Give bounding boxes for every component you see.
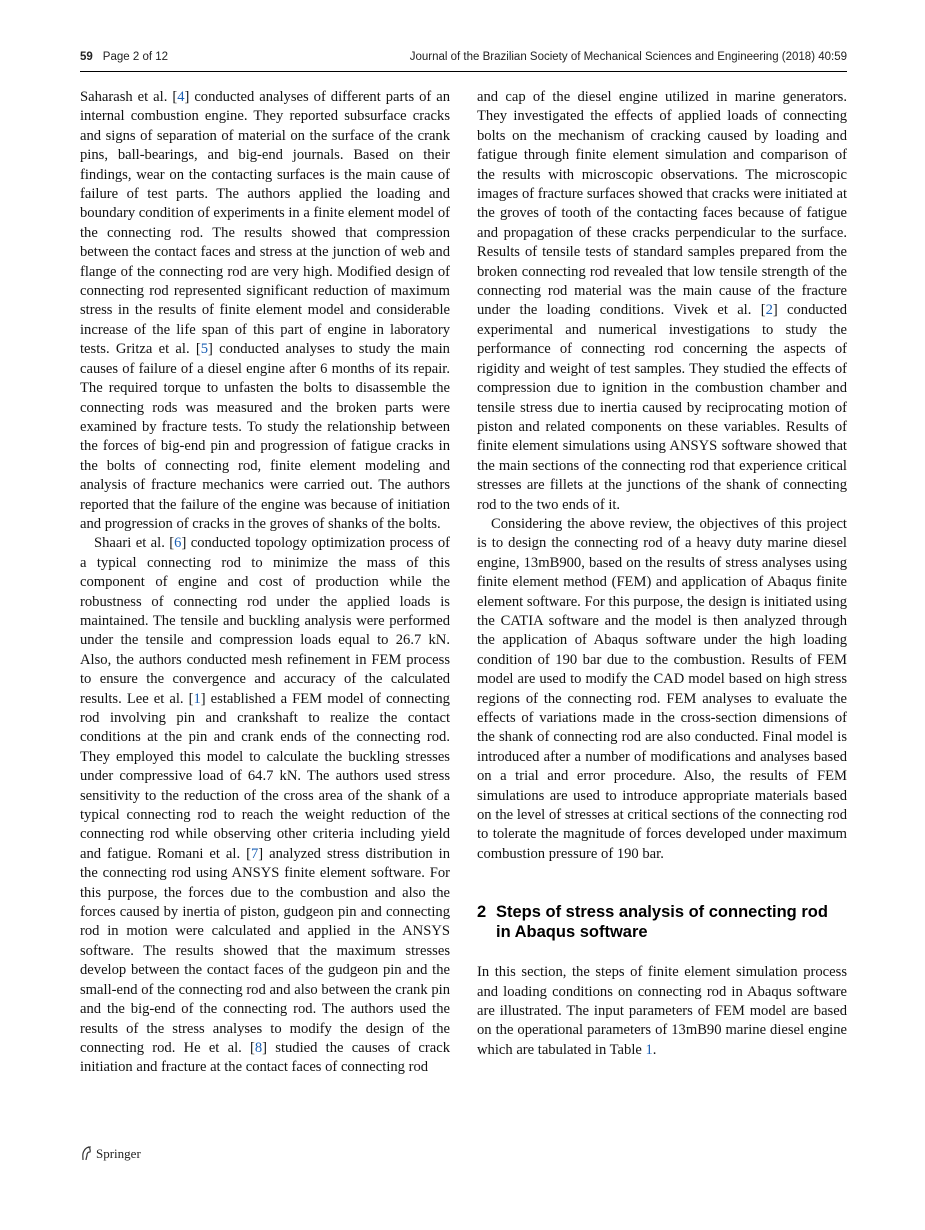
text-run: and cap of the diesel engine utilized in marine generators. They investigated the effects of applied loads of connecting bolts on the mechanism of cracking caused by loading and fatigue through finite element simulation and comparison of the results with microscopic observations. The microscopic images of fracture surfaces showed that cracks were initiated at the groves of tooth of the contacting faces because of fatigue and propagation of these cracks perpendicular to the surface. Results of tensile tests of standard samples prepared from the broken connecting rod revealed that low tensile strength of the connecting rod material was the main cause of the fracture under the loading conditions. Vivek et al. [ (477, 89, 847, 319)
header-left (80, 51, 168, 63)
citation-link[interactable]: 8 (254, 1039, 263, 1056)
text-run: ] established a FEM model of connecting rod involving pin and crankshaft to realize the contact conditions at the pin and crank ends of the connecting rod. They employed this model to calculate the buckling stresses under compressive load of 64.7 kN. The authors used stress sensitivity to the reduction of the cross area of the shank of a typical connecting rod to reach the weight reduction of the connecting rod while observing other criteria including yield and fatigue. Romani et al. [ (80, 690, 450, 862)
citation-link[interactable]: 2 (765, 302, 773, 319)
page-label: Page 2 of 12 (102, 51, 169, 63)
citation-link[interactable]: 5 (200, 341, 209, 358)
paragraph (477, 963, 847, 1060)
page-number: 59 (80, 51, 93, 63)
left-column (80, 88, 450, 1078)
springer-horse-icon (80, 1146, 93, 1161)
text-run: In this section, the steps of finite element simulation process and loading conditions on connecting rod in Abaqus software are illustrated. The input parameters of FEM model are based on the operational parameters of 13mB90 marine diesel engine which are tabulated in Table (477, 964, 847, 1058)
section-title: Steps of stress analysis of connecting rod in Abaqus software (496, 903, 828, 942)
paragraph: Considering the above review, the objectives of this project is to design the connecting rod of a heavy duty marine diesel engine, 13mB900, based on the results of stress analyses using finite element method (FEM) and application of Abaqus finite element software. For this purpose, the design is initiated using the CATIA software and the model is then analyzed through the application of Abaqus software under the high loading condition of 190 bar due to the combustion. Results of FEM model are used to modify the CAD model based on high stress regions of the connecting rod. FEM analyses to evaluate the effects of variations made in the cross-section dimensions of the shank of connecting rod are also conducted. Final model is introduced after a number of modifications and analyses based on a trial and error procedure. Also, the results of FEM simulations are used to introduce appropriate materials based on the level of stresses at critical sections of the connecting rod to tolerate the magnitude of forces developed under maximum combustion pressure of 190 bar. (477, 515, 847, 862)
text-run: Saharash et al. [ (80, 89, 178, 105)
header-rule (80, 71, 847, 72)
text-run: ] conducted analyses to study the main causes of failure of a diesel engine after 6 months of its repair. The required torque to unfasten the bolts to disassemble the connecting rods was measured and the broken parts were examined by fracture tests. To study the relationship between the forces of big-end pin and progression of fatigue cracks in the bolts of connecting rod, finite element modeling and analysis of fracture mechanics were carried out. The authors reported that the failure of the engine was because of initiation and progression of cracks in the groves of shanks of the bolts. (80, 341, 450, 532)
text-run: Shaari et al. [ (94, 535, 175, 552)
citation-link[interactable]: 1 (193, 690, 201, 707)
page-footer (80, 1146, 141, 1162)
citation-link[interactable]: 4 (177, 89, 185, 105)
text-run: ] studied the causes of crack initiation and fracture at the contact faces of connecting rod (80, 1039, 450, 1076)
text-run: ] conducted experimental and numerical investigations to study the performance of connecting rod concerning the aspects of rigidity and weight of test samples. They studied the effects of compression due to ignition in the combustion chamber and tensile stress due to inertia caused by reciprocating motion of piston and related components on these variables. Results of finite element simulations using ANSYS software showed that the main sections of the connecting rod that experience critical stresses are fillets at the junctions of the shank of connecting rod to the two ends of it. (477, 302, 848, 513)
paragraph (477, 88, 847, 515)
text-run: ] conducted analyses of different parts of an internal combustion engine. They reported subsurface cracks and signs of separation of material on the surface of the crank pins, ball-bearings, and big-end journals. Based on their findings, wear on the contacting surfaces is the main cause of failure of test parts. The authors applied the loading and boundary condition of experiments in a finite element model of the connecting rod. The results showed that compression between the contact faces and stress at the junction of web and flange of the connecting rod are very high. Modified design of connecting rod represented significant reduction of maximum stress in the results of finite element model and considerable increase of the life span of this part of engine in laboratory tests. Gritza et al. [ (80, 89, 451, 358)
citation-link[interactable]: 6 (174, 535, 182, 552)
running-header (80, 51, 847, 69)
journal-name: Journal of the Brazilian Society of Mechanical Sciences and Engineering (2018) 40:59 (409, 51, 847, 63)
section-number: 2 (477, 903, 487, 922)
paragraph (80, 534, 450, 1077)
text-run: ] analyzed stress distribution in the connecting rod using ANSYS finite element software. For this purpose, the forces due to the combustion and also the forces caused by inertia of piston, gudgeon pin and connecting rod in motion were calculated and applied in the ANSYS software. The results showed that the maximum stresses develop between the contact faces of the gudgeon pin and the small-end of the connecting rod and also between the crank pin and the big-end of the connecting rod. The authors used the results of the stress analyses to modify the design of the connecting rod. He et al. [ (80, 845, 451, 1056)
table-link[interactable]: 1 (645, 1041, 653, 1058)
publisher-name: Springer (96, 1146, 141, 1161)
text-run: ] conducted topology optimization process of a typical connecting rod to minimize the mass of this component of engine and cost of production while the robustness of connecting rod under the applied loads is maintained. The tensile and buckling analysis were performed under the tensile and compression loads equal to 26.7 kN. Also, the authors conducted mesh refinement in FEM process to ensure the convergence and accuracy of the calculated results. Lee et al. [ (80, 535, 450, 707)
right-column (477, 88, 847, 1060)
citation-link[interactable]: 7 (250, 845, 259, 862)
text-run: . (652, 1041, 657, 1058)
paragraph (80, 88, 450, 534)
section-heading (477, 902, 847, 942)
